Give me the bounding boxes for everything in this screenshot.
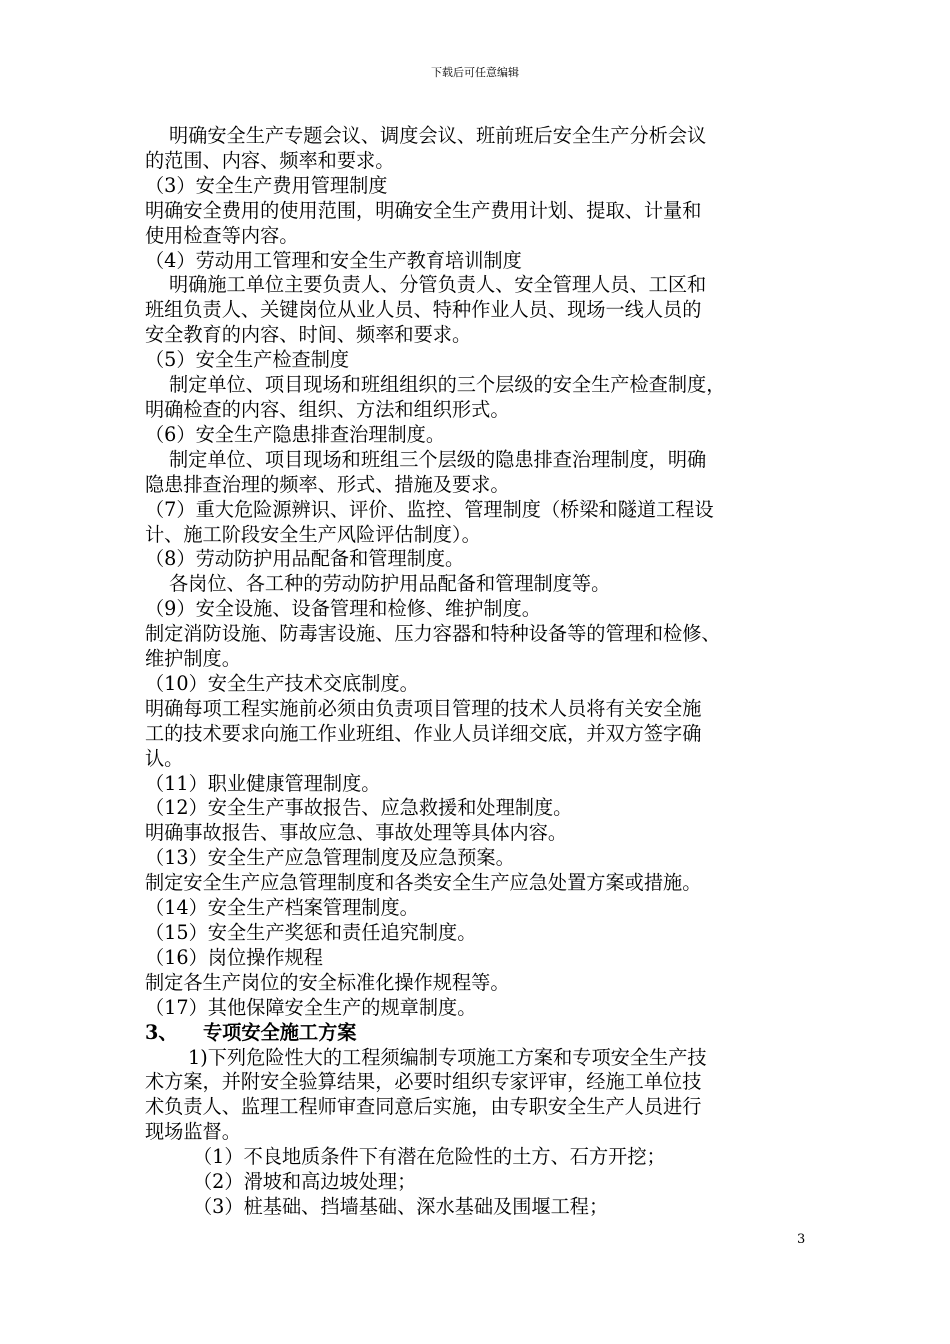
item-heading: （11）职业健康管理制度。: [145, 771, 381, 795]
text-line: 明确施工单位主要负责人、分管负责人、安全管理人员、工区和: [169, 273, 707, 297]
text-line: 术方案，并附安全验算结果，必要时组织专家评审，经施工单位技: [145, 1070, 702, 1094]
text-line: 班组负责人、关键岗位从业人员、特种作业人员、现场一线人员的: [145, 298, 702, 322]
text-line: 认。: [145, 746, 184, 770]
text-line: 现场监督。: [145, 1120, 241, 1144]
text-line: 明确安全生产专题会议、调度会议、班前班后安全生产分析会议: [169, 124, 707, 147]
text-line: 明确每项工程实施前必须由负责项目管理的技术人员将有关安全施: [145, 696, 702, 720]
section-title: 专项安全施工方案: [203, 1020, 357, 1044]
document-body: [145, 124, 817, 1220]
section-heading: [145, 1021, 817, 1046]
item-heading: （3）安全生产费用管理制度: [145, 173, 388, 197]
item-heading: （16）岗位操作规程: [145, 945, 323, 969]
text-line: 安全教育的内容、时间、频率和要求。: [145, 323, 472, 347]
text-line: 制定单位、项目现场和班组组织的三个层级的安全生产检查制度，: [169, 373, 726, 397]
item-heading: （15）安全生产奖惩和责任追究制度。: [145, 921, 477, 944]
item-heading: （10）安全生产技术交底制度。: [145, 671, 419, 695]
item-heading: （17）其他保障安全生产的规章制度。: [145, 995, 477, 1019]
text-line: 计、施工阶段安全生产风险评估制度）。: [145, 522, 481, 546]
item-heading: （8）劳动防护用品配备和管理制度。: [145, 547, 465, 571]
item-heading: （5）安全生产检查制度: [145, 348, 350, 372]
section-number: 3、: [145, 1020, 178, 1044]
text-line: 维护制度。: [145, 647, 241, 671]
text-line: 制定消防设施、防毒害设施、压力容器和特种设备等的管理和检修、: [145, 622, 721, 646]
item-heading: （12）安全生产事故报告、应急救援和处理制度。: [145, 796, 573, 820]
text-line: 术负责人、监理工程师审查同意后实施，由专职安全生产人员进行: [145, 1095, 702, 1119]
item-heading: （7）重大危险源辨识、评价、监控、管理制度（桥梁和隧道工程设: [145, 497, 714, 521]
list-item: （3）桩基础、挡墙基础、深水基础及围堰工程；: [193, 1194, 609, 1218]
text-line: 明确安全费用的使用范围，明确安全生产费用计划、提取、计量和: [145, 198, 702, 222]
text-line: 制定各生产岗位的安全标准化操作规程等。: [145, 970, 510, 994]
text-line: 各岗位、各工种的劳动防护用品配备和管理制度等。: [169, 572, 611, 596]
item-heading: （6）安全生产隐患排查治理制度。: [145, 422, 446, 446]
text-line: 工的技术要求向施工作业班组、作业人员详细交底，并双方签字确: [145, 721, 702, 745]
text-line: 明确检查的内容、组织、方法和组织形式。: [145, 397, 510, 421]
list-item: （1）不良地质条件下有潜在危险性的土方、石方开挖；: [193, 1145, 666, 1169]
page-header: 下载后可任意编辑: [431, 66, 519, 79]
text-line: 明确事故报告、事故应急、事故处理等具体内容。: [145, 821, 568, 845]
text-line: 的范围、内容、频率和要求。: [145, 148, 395, 172]
list-item: （2）滑坡和高边坡处理；: [193, 1170, 417, 1194]
text-line: 制定单位、项目现场和班组三个层级的隐患排查治理制度，明确: [169, 447, 707, 471]
text-line: 使用检查等内容。: [145, 223, 299, 247]
page-number: 3: [797, 1232, 806, 1247]
text-line: 1)下列危险性大的工程须编制专项施工方案和专项安全生产技: [188, 1045, 707, 1069]
text-line: 隐患排查治理的频率、形式、措施及要求。: [145, 472, 510, 496]
text-line: 制定安全生产应急管理制度和各类安全生产应急处置方案或措施。: [145, 871, 702, 895]
item-heading: （4）劳动用工管理和安全生产教育培训制度: [145, 248, 522, 272]
item-heading: （14）安全生产档案管理制度。: [145, 896, 419, 920]
item-heading: （9）安全设施、设备管理和检修、维护制度。: [145, 597, 541, 621]
item-heading: （13）安全生产应急管理制度及应急预案。: [145, 846, 515, 870]
